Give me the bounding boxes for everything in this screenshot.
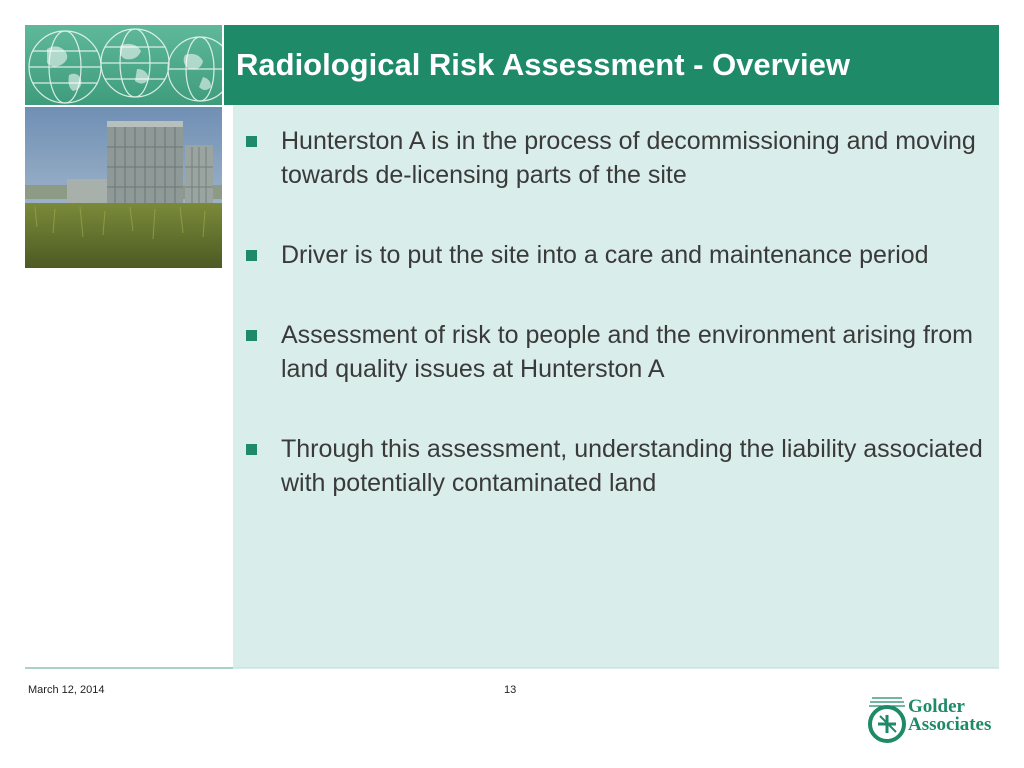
- bullet-item: [245, 238, 990, 272]
- golder-emblem-icon: [866, 694, 910, 746]
- square-bullet-icon: [246, 136, 257, 147]
- square-bullet-icon: [246, 250, 257, 261]
- globes-illustration: [25, 25, 222, 105]
- power-station-illustration: [25, 107, 222, 268]
- bullet-list: [245, 124, 990, 546]
- square-bullet-icon: [246, 330, 257, 341]
- footer-date: March 12, 2014: [28, 684, 105, 696]
- page-number: 13: [504, 684, 517, 696]
- bullet-item: [245, 318, 990, 386]
- bullet-item: [245, 432, 990, 500]
- square-bullet-icon: [246, 444, 257, 455]
- bullet-text: Through this assessment, understanding the liability associated with potentially contaminated land: [281, 435, 983, 497]
- power-station-photo: [25, 107, 222, 268]
- bullet-text: Assessment of risk to people and the environment arising from land quality issues at Hunterston A: [281, 321, 974, 383]
- logo-line2: Associates: [908, 714, 992, 735]
- logo-line1: Golder: [908, 696, 965, 717]
- bullet-item: [245, 124, 990, 192]
- logo-text: [908, 698, 991, 734]
- title-bar: [224, 25, 999, 105]
- bullet-text: Hunterston A is in the process of decommissioning and moving towards de-licensing parts of the site: [281, 127, 976, 189]
- slide-title: Radiological Risk Assessment - Overview: [236, 47, 850, 82]
- bullet-text: Driver is to put the site into a care and maintenance period: [281, 241, 929, 269]
- golder-associates-logo: [866, 694, 1002, 746]
- footer-divider-accent: [25, 667, 233, 669]
- globe-banner-image: [25, 25, 222, 105]
